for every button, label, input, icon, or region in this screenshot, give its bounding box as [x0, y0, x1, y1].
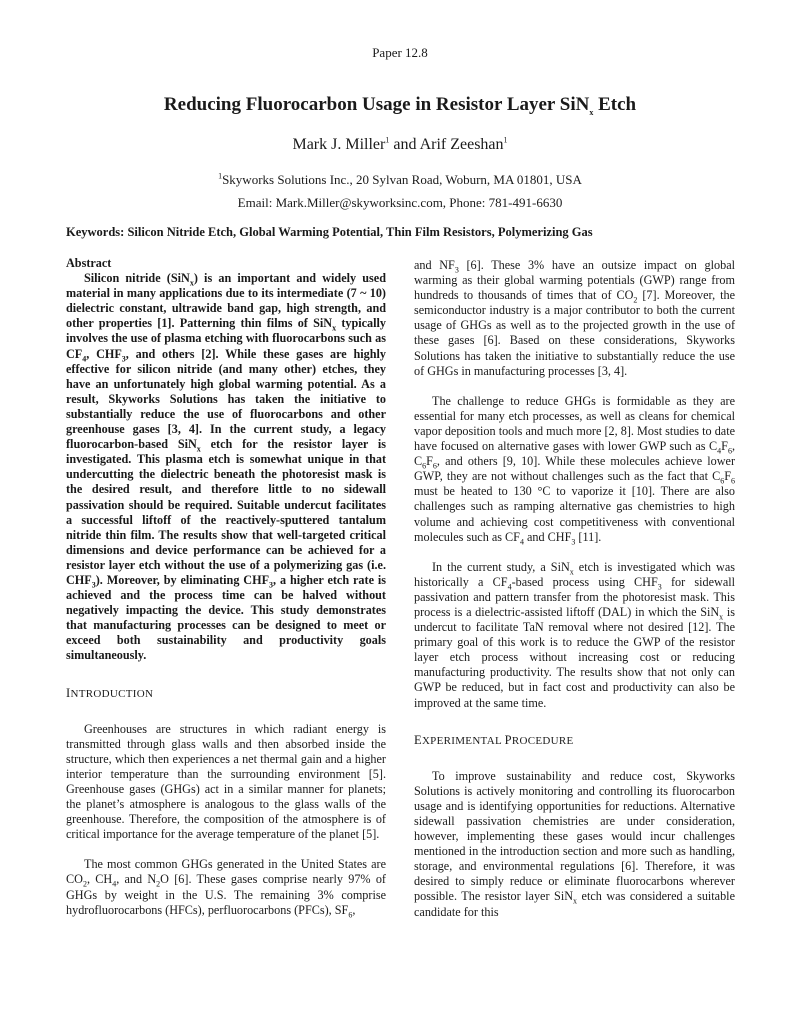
intro-paragraph-2: The most common GHGs generated in the United States are $CO_2$, $CH_4$, and $N_2O$ [6]. These gases comprise nearly 97% of GHGs by weight in the U.S. The remaining 3% comprise hydrofluorocarbons (HFCs), perfluorocarbons (PFCs), $SF_6$, — [66, 857, 386, 920]
intro-paragraph-1: Greenhouses are structures in which radiant energy is transmitted through glass walls and then absorbed inside the structure, which then experiences a net thermal gain and a higher interior temperature than the surrounding environment [5]. Greenhouse gases (GHGs) act in a similar manner for planets; the planet’s atmosphere is analogous to the glass walls of the greenhouse. Therefore, the composition of the atmosphere is of critical importance for the average temperature of the planet [5]. — [66, 721, 386, 842]
right-column — [414, 258, 735, 920]
left-column — [66, 256, 386, 918]
experimental-procedure-heading: EXPERIMENTAL PROCEDURE — [414, 732, 574, 747]
intro-paragraph-3: The challenge to reduce GHGs is formidable as they are essential for many etch processes, as well as cleans for chemical vapor deposition tools and much more [2, 8]. Most studies to date have focused on alternative gases with lower GWP such as $C_4F_6$, $C_6F_6$, and others [9, 10]. While these molecules achieve lower GWP, they are not without challenges such as the fact that $C_6F_6$ must be heated to 130 °C to vaporize it [10]. There are also challenges such as ramping alternative gas chemistries to high volume and achieving cost competitiveness with conventional molecules such as $CF_4$ and $CHF_3$ [11]. — [414, 393, 735, 547]
paper-number: Paper 12.8 — [372, 45, 428, 60]
author-line: Mark J. Miller$^1$ and Arif Zeeshan$^1$ — [292, 135, 508, 153]
introduction-heading: INTRODUCTION — [66, 685, 154, 700]
intro-paragraph-4: In the current study, a SiN$_x$ etch is investigated which was historically a $CF_4$-based process using $CHF_3$ for sidewall passivation and pattern transfer from the photoresist mask. This process is a dielectric-assisted liftoff (DAL) in which the SiN$_x$ is undercut to facilitate TaN removal where not desired [12]. The primary goal of this work is to reduce the GWP of the resistor layer etch process without increasing cost or reducing manufacturing productivity. The results show that not only can GWP be reduced, but in fact cost and productivity can also be improved at the same time. — [414, 559, 735, 710]
keywords-line: Keywords: Silicon Nitride Etch, Global Warming Potential, Thin Film Resistors, Polymerizing Gas — [66, 225, 593, 239]
abstract-heading: Abstract — [66, 256, 112, 270]
abstract-body: Silicon nitride (SiN$_x$) is an important and widely used material in many applications due to its intermediate (7 ~ 10) dielectric constant, ultrawide band gap, high strength, and other properties [1]. Patterning thin films of SiN$_x$ typically involves the use of plasma etching with fluorocarbons such as $CF_4$, $CHF_3$, and others [2]. While these gases are highly effective for silicon nitride (and many other) etches, they have an unfortunately high global warming potential. As a result, Skyworks Solutions has taken the initiative to substantially reduce the use of fluorocarbons and other greenhouse gases [3, 4]. In the current study, a legacy fluorocarbon-based SiN$_x$ etch for the resistor layer is investigated. This plasma etch is somewhat unique in that undercutting the dielectric beneath the photoresist mask is the desired result, and therefore little to no sidewall passivation should be required. Suitable undercut facilitates a successful liftoff of the reactively-sputtered tantalum nitride thin film. The results show that well-targeted critical dimensions and device performance can be achieved for a resistor layer etch without the use of a polymerizing gas (i.e. $CHF_3$). Moreover, by eliminating $CHF_3$, a higher etch rate is achieved and the process time can be halved without negatively impacting the device. This study demonstrates that manufacturing processes can be designed to meet or exceed both sustainability and productivity goals simultaneously. — [66, 271, 387, 663]
paper-title: Reducing Fluorocarbon Usage in Resistor Layer SiN$_x$ Etch — [163, 94, 637, 117]
experimental-paragraph-1: To improve sustainability and reduce cost, Skyworks Solutions is actively monitoring and controlling its fluorocarbon usage and is identifying opportunities for reductions. Alternative sidewall passivation chemistries are under consideration, however, implementing these gases would incur challenges mentioned in the introduction section and more such as handling, storage, and environmental regulations [6]. Therefore, it was desired to simply reduce or eliminate fluorocarbons wherever possible. The resistor layer SiN$_x$ etch was considered a suitable candidate for this — [414, 768, 735, 919]
intro-paragraph-2-continued: and $NF_3$ [6]. These 3% have an outsize impact on global warming as their global warming potentials (GWP) range from hundreds to thousands of times that of $CO_2$ [7]. Moreover, the semiconductor industry is a major contributor to both the current usage of GHGs as well as to the projected growth in the use of these gases [6]. Based on these considerations, Skyworks Solutions has taken the initiative to substantially reduce the use of GHGs in manufacturing processes [3, 4]. — [414, 258, 736, 378]
contact-line: Email: Mark.Miller@skyworksinc.com, Phone: 781-491-6630 — [237, 195, 563, 210]
affiliation: $^1$Skyworks Solutions Inc., 20 Sylvan Road, Woburn, MA 01801, USA — [218, 171, 582, 187]
